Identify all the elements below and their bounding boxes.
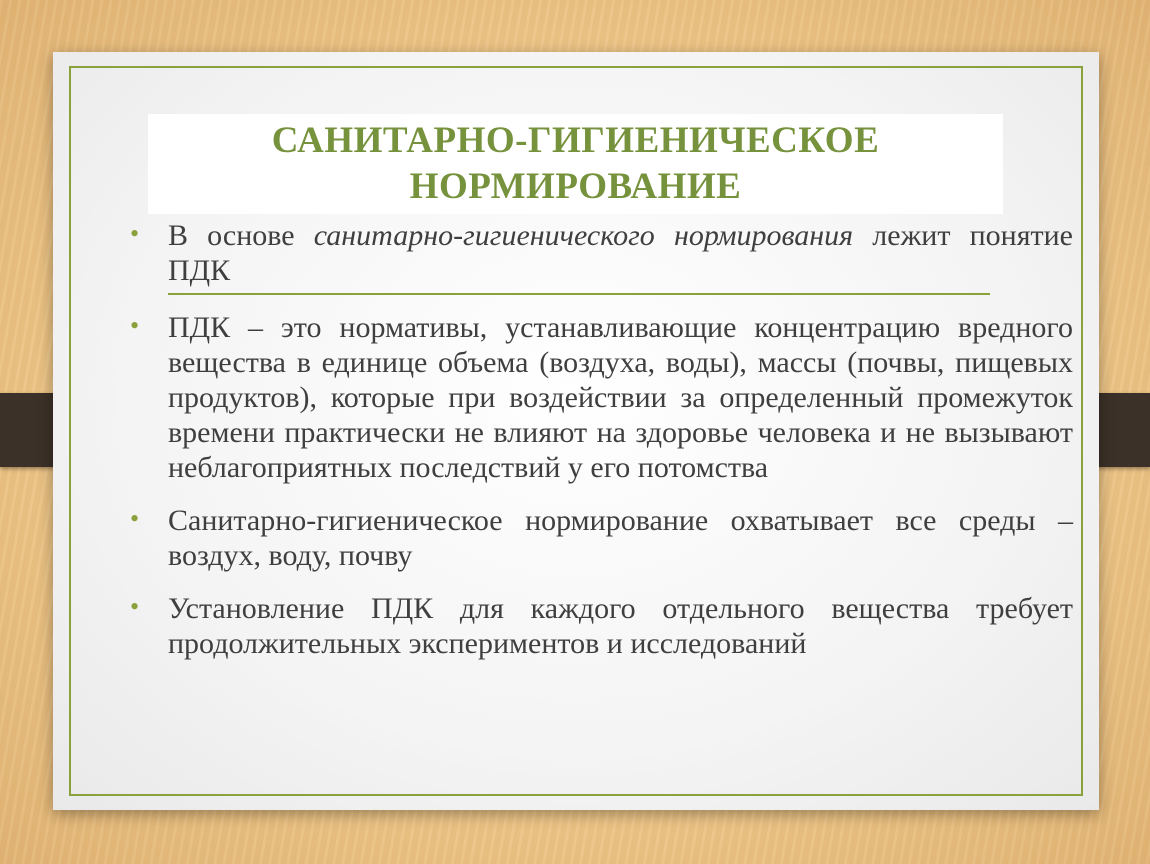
bullet-item-3 [127, 503, 1073, 573]
bullet-dot-icon: • [130, 592, 140, 621]
bullet-3-text: Санитарно-гигиеническое нормирование охватывает все среды – воздух, воду, почву [168, 504, 1073, 572]
bullet-dot-icon: • [130, 219, 140, 248]
title-box [148, 114, 1003, 214]
bullet-dot-icon: • [130, 504, 140, 533]
bullet-1-italic: санитарно-гигиенического нормирования [313, 219, 854, 252]
bullet-1-suffix: лежит понятие ПДК [168, 219, 1073, 287]
bullet-list [127, 218, 1073, 661]
bullet-item-1 [127, 218, 1073, 288]
slide-title [148, 114, 1003, 210]
bullet-4-text: Установление ПДК для каждого отдельного вещества требует продолжительных экспериментов и исследований [168, 592, 1073, 660]
title-line-2: НОРМИРОВАНИЕ [409, 166, 742, 207]
bullet-dot-icon: • [130, 311, 140, 340]
bullet-1-underline [168, 293, 990, 295]
slide-card [53, 52, 1099, 810]
bullet-1-prefix: В основе [168, 219, 314, 252]
bullet-item-2 [127, 310, 1073, 485]
title-line-1: САНИТАРНО-ГИГИЕНИЧЕСКОЕ [271, 120, 880, 161]
bullet-item-4 [127, 591, 1073, 661]
bullet-2-text: ПДК – это нормативы, устанавливающие концентрацию вредного вещества в единице объема (воздуха, воды), массы (почвы, пищевых продуктов), которые при воздействии за определенный промежуток времени практически не влияют на здоровье человека и не вызывают неблагоприятных последствий у его потомства [168, 311, 1073, 484]
